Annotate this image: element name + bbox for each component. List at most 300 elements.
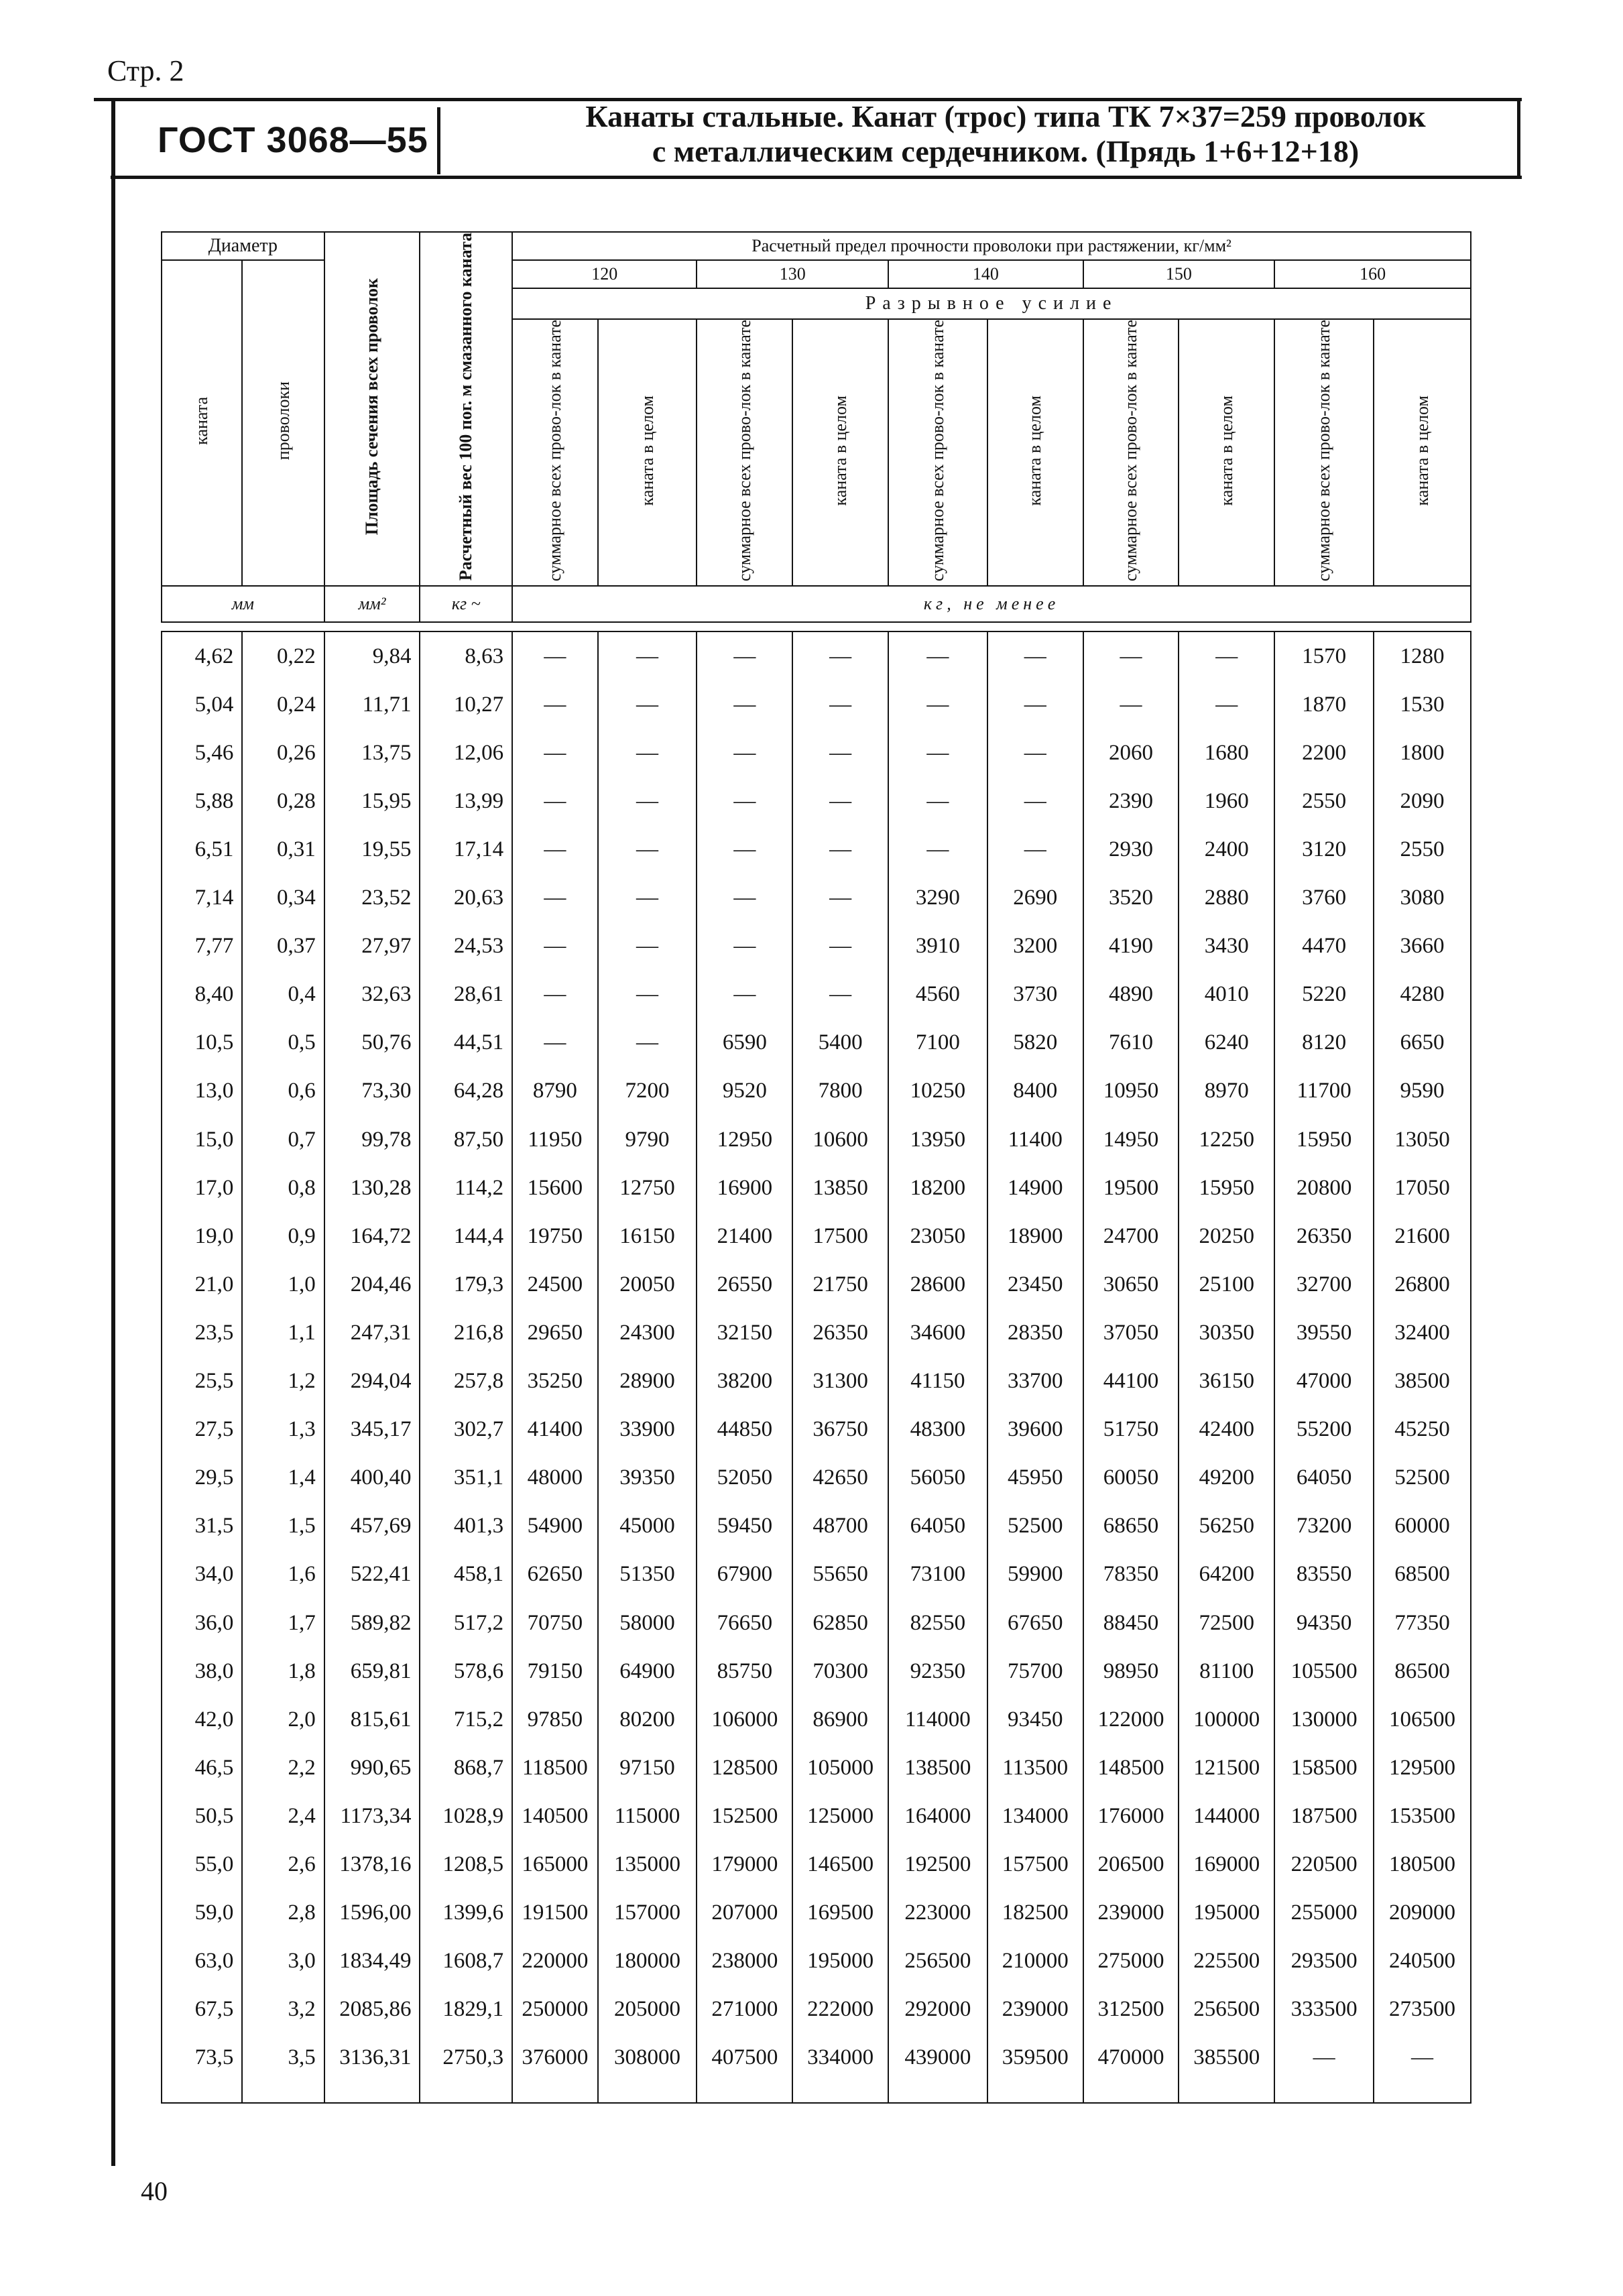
force-150-rope-cell: 385500 — [1179, 2034, 1274, 2082]
force-160-sum-cell: 158500 — [1274, 1744, 1374, 1792]
area-cell: 15,95 — [324, 777, 420, 825]
weight-cell: 257,8 — [420, 1357, 512, 1406]
area-cell: 32,63 — [324, 971, 420, 1019]
force-120-rope-cell: 9790 — [598, 1115, 697, 1164]
force-160-rope-cell: 68500 — [1374, 1551, 1471, 1599]
wire-diameter-cell: 1,7 — [242, 1599, 324, 1647]
force-120-rope-cell: 7200 — [598, 1067, 697, 1115]
force-150-rope-cell: 169000 — [1179, 1840, 1274, 1888]
area-cell: 23,52 — [324, 874, 420, 922]
wire-diameter-cell: 1,4 — [242, 1454, 324, 1502]
force-160-sum-cell: — — [1274, 2034, 1374, 2082]
rope-diameter-cell: 67,5 — [162, 1986, 242, 2034]
force-140-sum-cell: — — [888, 631, 987, 680]
area-cell: 990,65 — [324, 1744, 420, 1792]
force-120-rope-cell: 135000 — [598, 1840, 697, 1888]
wire-diameter-cell: 0,34 — [242, 874, 324, 922]
force-140-rope-cell: 5820 — [987, 1019, 1083, 1067]
table-body — [162, 631, 1471, 2103]
weight-cell: 1208,5 — [420, 1840, 512, 1888]
table-end-cell — [792, 2082, 888, 2103]
force-120-sum-cell: — — [512, 631, 597, 680]
force-150-rope-cell: 64200 — [1179, 1551, 1274, 1599]
force-150-rope-cell: 25100 — [1179, 1260, 1274, 1309]
wire-diameter-cell: 1,6 — [242, 1551, 324, 1599]
force-130-rope-cell: 21750 — [792, 1260, 888, 1309]
weight-cell: 64,28 — [420, 1067, 512, 1115]
rope-diameter-cell: 63,0 — [162, 1937, 242, 1986]
strength-header: Расчетный предел прочности проволоки при растяжении, кг/мм² — [512, 232, 1471, 260]
force-140-sum-cell: 18200 — [888, 1164, 987, 1212]
weight-cell: 578,6 — [420, 1647, 512, 1695]
table-end-cell — [162, 2082, 242, 2103]
force-130-sum-cell: 44850 — [697, 1406, 792, 1454]
table-row — [162, 1840, 1471, 1888]
force-140-sum-cell: 292000 — [888, 1986, 987, 2034]
area-cell: 99,78 — [324, 1115, 420, 1164]
rope-diameter-cell: 17,0 — [162, 1164, 242, 1212]
force-120-rope-cell: 51350 — [598, 1551, 697, 1599]
force-130-rope-cell: 105000 — [792, 1744, 888, 1792]
force-130-rope-cell: 169500 — [792, 1889, 888, 1937]
force-130-rope-cell: — — [792, 874, 888, 922]
area-cell: 164,72 — [324, 1212, 420, 1260]
force-120-sum-cell: 191500 — [512, 1889, 597, 1937]
unit-mm2: мм² — [324, 586, 420, 622]
sum-wires-header-120 — [512, 319, 597, 586]
rope-diameter-cell: 7,77 — [162, 922, 242, 971]
force-150-sum-cell: 51750 — [1083, 1406, 1179, 1454]
force-150-sum-cell: 176000 — [1083, 1792, 1179, 1840]
force-160-sum-cell: 8120 — [1274, 1019, 1374, 1067]
area-cell: 13,75 — [324, 729, 420, 777]
force-160-rope-cell: 60000 — [1374, 1502, 1471, 1551]
table-row — [162, 1067, 1471, 1115]
force-140-sum-cell: — — [888, 729, 987, 777]
force-140-sum-cell: 164000 — [888, 1792, 987, 1840]
rope-diameter-cell: 15,0 — [162, 1115, 242, 1164]
force-130-rope-cell: 70300 — [792, 1647, 888, 1695]
force-120-rope-cell: — — [598, 631, 697, 680]
page-number-top: Стр. 2 — [107, 54, 184, 87]
table-row — [162, 729, 1471, 777]
force-150-rope-cell: 3430 — [1179, 922, 1274, 971]
force-120-rope-cell: — — [598, 922, 697, 971]
force-150-rope-cell: 1680 — [1179, 729, 1274, 777]
sum-wires-header-150 — [1083, 319, 1179, 586]
force-120-sum-cell: — — [512, 1019, 597, 1067]
force-130-sum-cell: 106000 — [697, 1695, 792, 1744]
force-140-rope-cell: 113500 — [987, 1744, 1083, 1792]
force-160-sum-cell: 293500 — [1274, 1937, 1374, 1986]
force-150-sum-cell: 14950 — [1083, 1115, 1179, 1164]
force-130-rope-cell: 86900 — [792, 1695, 888, 1744]
force-150-rope-cell: 15950 — [1179, 1164, 1274, 1212]
force-160-sum-cell: 5220 — [1274, 971, 1374, 1019]
force-160-sum-cell: 105500 — [1274, 1647, 1374, 1695]
force-160-rope-cell: 1800 — [1374, 729, 1471, 777]
table-row — [162, 1406, 1471, 1454]
force-130-rope-cell: 13850 — [792, 1164, 888, 1212]
header-divider — [437, 107, 440, 174]
sum-wires-header-160 — [1274, 319, 1374, 586]
wire-diameter-cell: 2,4 — [242, 1792, 324, 1840]
force-160-rope-cell: 1280 — [1374, 631, 1471, 680]
rope-diameter-cell: 8,40 — [162, 971, 242, 1019]
force-120-sum-cell: 118500 — [512, 1744, 597, 1792]
force-150-sum-cell: 3520 — [1083, 874, 1179, 922]
area-cell: 27,97 — [324, 922, 420, 971]
header-rule-bottom — [111, 176, 1522, 179]
force-140-sum-cell: 10250 — [888, 1067, 987, 1115]
wire-diameter-header-text: проволоки — [273, 381, 293, 461]
force-140-sum-cell: 138500 — [888, 1744, 987, 1792]
force-120-sum-cell: 19750 — [512, 1212, 597, 1260]
force-150-sum-cell: 24700 — [1083, 1212, 1179, 1260]
strength-grade-120: 120 — [512, 260, 697, 288]
table-row — [162, 1115, 1471, 1164]
table-end-cell — [324, 2082, 420, 2103]
force-130-rope-cell: — — [792, 971, 888, 1019]
force-150-rope-cell: 100000 — [1179, 1695, 1274, 1744]
table-row — [162, 1502, 1471, 1551]
strength-grade-130: 130 — [697, 260, 888, 288]
force-160-sum-cell: 1570 — [1274, 631, 1374, 680]
force-140-sum-cell: 34600 — [888, 1309, 987, 1357]
wire-diameter-cell: 0,24 — [242, 680, 324, 729]
force-130-sum-cell: 76650 — [697, 1599, 792, 1647]
weight-cell: 114,2 — [420, 1164, 512, 1212]
force-120-rope-cell: — — [598, 874, 697, 922]
table-end-cell — [1274, 2082, 1374, 2103]
force-120-rope-cell: — — [598, 729, 697, 777]
sum-wires-text-150: суммарное всех прово-лок в канате — [1121, 320, 1140, 582]
area-cell: 19,55 — [324, 825, 420, 873]
force-160-sum-cell: 83550 — [1274, 1551, 1374, 1599]
wire-diameter-cell: 3,0 — [242, 1937, 324, 1986]
rope-whole-header-130 — [792, 319, 888, 586]
rope-whole-header-120 — [598, 319, 697, 586]
table-row — [162, 777, 1471, 825]
force-130-rope-cell: 195000 — [792, 1937, 888, 1986]
rope-diameter-cell: 23,5 — [162, 1309, 242, 1357]
rope-diameter-cell: 50,5 — [162, 1792, 242, 1840]
table-row — [162, 1937, 1471, 1986]
force-130-sum-cell: 16900 — [697, 1164, 792, 1212]
rope-diameter-cell: 6,51 — [162, 825, 242, 873]
force-160-rope-cell: 52500 — [1374, 1454, 1471, 1502]
sum-wires-header-130 — [697, 319, 792, 586]
force-120-rope-cell: 308000 — [598, 2034, 697, 2082]
rope-diameter-cell: 42,0 — [162, 1695, 242, 1744]
force-130-rope-cell: — — [792, 922, 888, 971]
force-130-rope-cell: 55650 — [792, 1551, 888, 1599]
force-160-rope-cell: 209000 — [1374, 1889, 1471, 1937]
rope-diameter-cell: 55,0 — [162, 1840, 242, 1888]
force-140-sum-cell: 56050 — [888, 1454, 987, 1502]
rope-diameter-cell: 46,5 — [162, 1744, 242, 1792]
area-header — [324, 232, 420, 586]
force-150-rope-cell: 195000 — [1179, 1889, 1274, 1937]
force-130-sum-cell: 179000 — [697, 1840, 792, 1888]
force-130-sum-cell: — — [697, 922, 792, 971]
table-end-cell — [420, 2082, 512, 2103]
area-cell: 247,31 — [324, 1309, 420, 1357]
force-140-sum-cell: 41150 — [888, 1357, 987, 1406]
area-cell: 457,69 — [324, 1502, 420, 1551]
force-160-sum-cell: 2200 — [1274, 729, 1374, 777]
table-row — [162, 1695, 1471, 1744]
rope-diameter-header — [162, 260, 242, 586]
table-row — [162, 1889, 1471, 1937]
force-120-sum-cell: 97850 — [512, 1695, 597, 1744]
force-140-rope-cell: — — [987, 729, 1083, 777]
force-140-rope-cell: 28350 — [987, 1309, 1083, 1357]
force-160-rope-cell: 1530 — [1374, 680, 1471, 729]
force-140-sum-cell: 3290 — [888, 874, 987, 922]
rope-diameter-cell: 59,0 — [162, 1889, 242, 1937]
force-150-sum-cell: — — [1083, 631, 1179, 680]
wire-diameter-cell: 1,3 — [242, 1406, 324, 1454]
force-150-sum-cell: 312500 — [1083, 1986, 1179, 2034]
force-120-rope-cell: 12750 — [598, 1164, 697, 1212]
force-120-rope-cell: — — [598, 1019, 697, 1067]
weight-cell: 1399,6 — [420, 1889, 512, 1937]
table-end-cell — [1083, 2082, 1179, 2103]
force-140-sum-cell: 439000 — [888, 2034, 987, 2082]
force-150-rope-cell: 81100 — [1179, 1647, 1274, 1695]
force-120-rope-cell: 97150 — [598, 1744, 697, 1792]
force-150-sum-cell: 7610 — [1083, 1019, 1179, 1067]
force-150-rope-cell: 20250 — [1179, 1212, 1274, 1260]
force-120-sum-cell: — — [512, 777, 597, 825]
weight-cell: 8,63 — [420, 631, 512, 680]
force-120-rope-cell: 180000 — [598, 1937, 697, 1986]
force-130-rope-cell: 7800 — [792, 1067, 888, 1115]
weight-cell: 216,8 — [420, 1309, 512, 1357]
force-130-sum-cell: 207000 — [697, 1889, 792, 1937]
force-140-sum-cell: 192500 — [888, 1840, 987, 1888]
force-130-sum-cell: 21400 — [697, 1212, 792, 1260]
area-cell: 11,71 — [324, 680, 420, 729]
force-140-rope-cell: 14900 — [987, 1164, 1083, 1212]
force-140-sum-cell: 73100 — [888, 1551, 987, 1599]
force-130-rope-cell: 31300 — [792, 1357, 888, 1406]
area-cell: 589,82 — [324, 1599, 420, 1647]
table-end-cell — [697, 2082, 792, 2103]
force-160-sum-cell: 255000 — [1274, 1889, 1374, 1937]
force-150-rope-cell: 121500 — [1179, 1744, 1274, 1792]
force-160-rope-cell: 4280 — [1374, 971, 1471, 1019]
force-150-sum-cell: — — [1083, 680, 1179, 729]
force-130-sum-cell: 59450 — [697, 1502, 792, 1551]
force-140-sum-cell: 64050 — [888, 1502, 987, 1551]
force-130-rope-cell: — — [792, 631, 888, 680]
force-150-rope-cell: 225500 — [1179, 1937, 1274, 1986]
force-140-sum-cell: — — [888, 777, 987, 825]
force-120-sum-cell: 165000 — [512, 1840, 597, 1888]
weight-header — [420, 232, 512, 586]
force-130-rope-cell: 42650 — [792, 1454, 888, 1502]
force-140-rope-cell: — — [987, 825, 1083, 873]
force-130-sum-cell: — — [697, 729, 792, 777]
table-row — [162, 1260, 1471, 1309]
force-120-rope-cell: 64900 — [598, 1647, 697, 1695]
force-120-rope-cell: — — [598, 777, 697, 825]
rope-diameter-cell: 38,0 — [162, 1647, 242, 1695]
force-150-sum-cell: 206500 — [1083, 1840, 1179, 1888]
frame-right-rule — [1517, 98, 1520, 178]
force-130-sum-cell: 152500 — [697, 1792, 792, 1840]
force-150-sum-cell: 148500 — [1083, 1744, 1179, 1792]
force-150-rope-cell: 2880 — [1179, 874, 1274, 922]
force-140-rope-cell: 59900 — [987, 1551, 1083, 1599]
rope-whole-text-140: каната в целом — [1025, 395, 1045, 506]
force-130-sum-cell: — — [697, 777, 792, 825]
force-120-sum-cell: 24500 — [512, 1260, 597, 1309]
table-row — [162, 971, 1471, 1019]
force-120-sum-cell: 70750 — [512, 1599, 597, 1647]
force-160-rope-cell: 180500 — [1374, 1840, 1471, 1888]
force-130-sum-cell: — — [697, 874, 792, 922]
force-120-sum-cell: — — [512, 971, 597, 1019]
weight-cell: 44,51 — [420, 1019, 512, 1067]
rope-diameter-cell: 34,0 — [162, 1551, 242, 1599]
force-160-sum-cell: 187500 — [1274, 1792, 1374, 1840]
force-150-sum-cell: 239000 — [1083, 1889, 1179, 1937]
force-120-sum-cell: — — [512, 729, 597, 777]
weight-cell: 17,14 — [420, 825, 512, 873]
force-150-sum-cell: 68650 — [1083, 1502, 1179, 1551]
force-160-rope-cell: 86500 — [1374, 1647, 1471, 1695]
force-120-rope-cell: 39350 — [598, 1454, 697, 1502]
force-150-rope-cell: — — [1179, 631, 1274, 680]
force-140-rope-cell: 134000 — [987, 1792, 1083, 1840]
force-150-sum-cell: 60050 — [1083, 1454, 1179, 1502]
force-150-rope-cell: 4010 — [1179, 971, 1274, 1019]
table-row — [162, 1309, 1471, 1357]
force-130-rope-cell: 26350 — [792, 1309, 888, 1357]
force-130-sum-cell: 38200 — [697, 1357, 792, 1406]
force-150-sum-cell: 4190 — [1083, 922, 1179, 971]
force-120-rope-cell: — — [598, 825, 697, 873]
area-cell: 1378,16 — [324, 1840, 420, 1888]
table-end-cell — [598, 2082, 697, 2103]
force-140-rope-cell: 11400 — [987, 1115, 1083, 1164]
force-150-rope-cell: 42400 — [1179, 1406, 1274, 1454]
force-150-sum-cell: 44100 — [1083, 1357, 1179, 1406]
force-150-rope-cell: 36150 — [1179, 1357, 1274, 1406]
force-140-sum-cell: 114000 — [888, 1695, 987, 1744]
force-120-sum-cell: 48000 — [512, 1454, 597, 1502]
force-140-rope-cell: — — [987, 631, 1083, 680]
unit-kg: кг ~ — [420, 586, 512, 622]
area-cell: 3136,31 — [324, 2034, 420, 2082]
force-160-sum-cell: 26350 — [1274, 1212, 1374, 1260]
rope-whole-text-130: каната в целом — [830, 395, 850, 506]
force-120-rope-cell: 24300 — [598, 1309, 697, 1357]
weight-cell: 715,2 — [420, 1695, 512, 1744]
force-140-rope-cell: 157500 — [987, 1840, 1083, 1888]
wire-diameter-cell: 3,5 — [242, 2034, 324, 2082]
rope-whole-header-140 — [987, 319, 1083, 586]
table-row — [162, 1599, 1471, 1647]
force-150-rope-cell: 1960 — [1179, 777, 1274, 825]
rope-diameter-cell: 4,62 — [162, 631, 242, 680]
force-160-sum-cell: 2550 — [1274, 777, 1374, 825]
force-130-rope-cell: 48700 — [792, 1502, 888, 1551]
force-120-sum-cell: 15600 — [512, 1164, 597, 1212]
force-130-sum-cell: — — [697, 825, 792, 873]
table-end-cell — [987, 2082, 1083, 2103]
wire-diameter-cell: 2,0 — [242, 1695, 324, 1744]
area-cell: 73,30 — [324, 1067, 420, 1115]
table-row — [162, 1744, 1471, 1792]
area-cell: 522,41 — [324, 1551, 420, 1599]
force-120-rope-cell: 205000 — [598, 1986, 697, 2034]
weight-cell: 1028,9 — [420, 1792, 512, 1840]
wire-diameter-cell: 0,9 — [242, 1212, 324, 1260]
force-140-rope-cell: — — [987, 680, 1083, 729]
force-120-rope-cell: 58000 — [598, 1599, 697, 1647]
force-120-sum-cell: 140500 — [512, 1792, 597, 1840]
table-row — [162, 1792, 1471, 1840]
wire-diameter-header — [242, 260, 324, 586]
rope-properties-table — [161, 231, 1471, 2104]
force-120-sum-cell: — — [512, 922, 597, 971]
table-row — [162, 1986, 1471, 2034]
force-130-sum-cell: 407500 — [697, 2034, 792, 2082]
force-120-sum-cell: 29650 — [512, 1309, 597, 1357]
strength-grade-160: 160 — [1274, 260, 1471, 288]
wire-diameter-cell: 3,2 — [242, 1986, 324, 2034]
force-140-sum-cell: 23050 — [888, 1212, 987, 1260]
wire-diameter-cell: 2,6 — [242, 1840, 324, 1888]
frame-left-rule — [111, 98, 115, 2166]
force-130-sum-cell: 85750 — [697, 1647, 792, 1695]
force-160-sum-cell: 39550 — [1274, 1309, 1374, 1357]
weight-cell: 20,63 — [420, 874, 512, 922]
rope-diameter-cell: 19,0 — [162, 1212, 242, 1260]
force-130-sum-cell: 52050 — [697, 1454, 792, 1502]
force-150-rope-cell: 256500 — [1179, 1986, 1274, 2034]
force-150-sum-cell: 88450 — [1083, 1599, 1179, 1647]
weight-cell: 868,7 — [420, 1744, 512, 1792]
breaking-force-header: Разрывное усилие — [512, 288, 1471, 319]
weight-cell: 2750,3 — [420, 2034, 512, 2082]
force-140-rope-cell: 3730 — [987, 971, 1083, 1019]
area-cell: 1834,49 — [324, 1937, 420, 1986]
rope-whole-text-150: каната в целом — [1216, 395, 1236, 506]
wire-diameter-cell: 0,22 — [242, 631, 324, 680]
force-150-rope-cell: 56250 — [1179, 1502, 1274, 1551]
weight-cell: 28,61 — [420, 971, 512, 1019]
weight-cell: 401,3 — [420, 1502, 512, 1551]
force-150-rope-cell: 30350 — [1179, 1309, 1274, 1357]
force-160-rope-cell: 153500 — [1374, 1792, 1471, 1840]
force-120-rope-cell: 28900 — [598, 1357, 697, 1406]
force-140-sum-cell: 4560 — [888, 971, 987, 1019]
force-150-sum-cell: 10950 — [1083, 1067, 1179, 1115]
force-130-rope-cell: — — [792, 777, 888, 825]
rope-diameter-cell: 10,5 — [162, 1019, 242, 1067]
area-cell: 130,28 — [324, 1164, 420, 1212]
sum-wires-text-120: суммарное всех прово-лок в канате — [544, 320, 564, 582]
force-160-rope-cell: 129500 — [1374, 1744, 1471, 1792]
force-130-sum-cell: — — [697, 971, 792, 1019]
force-130-sum-cell: — — [697, 631, 792, 680]
force-130-rope-cell: 10600 — [792, 1115, 888, 1164]
